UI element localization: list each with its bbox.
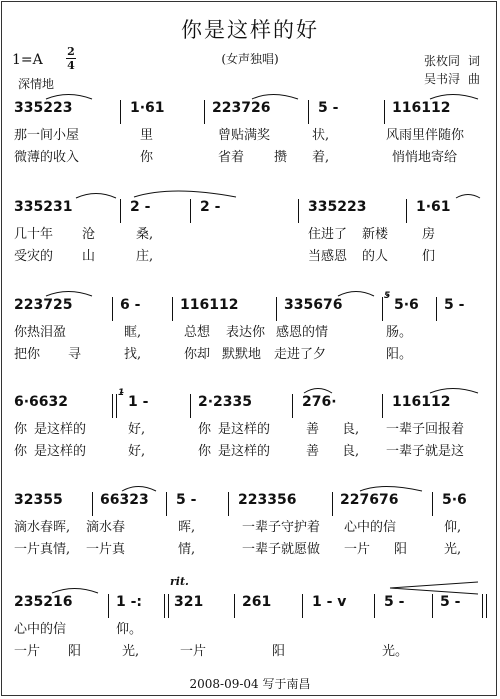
measure: 2 - bbox=[200, 199, 221, 215]
measure: 5 - bbox=[440, 594, 461, 610]
measure: 235216 bbox=[14, 594, 73, 610]
measure: 227676 bbox=[340, 492, 399, 508]
measure: 1 -: bbox=[116, 594, 143, 610]
measure: 116112 bbox=[392, 394, 451, 410]
measure: 5 - bbox=[318, 100, 339, 116]
lyricist-credit: 张枚同 词 bbox=[424, 54, 481, 68]
measure: 5 - bbox=[444, 297, 465, 313]
measure: 321 bbox=[174, 594, 204, 610]
measure: 116112 bbox=[392, 100, 451, 116]
segno-mark: 5̵ bbox=[384, 291, 391, 301]
measure: 261 bbox=[242, 594, 272, 610]
measure: 5 - bbox=[384, 594, 405, 610]
segno-mark: 1̵̵ bbox=[118, 388, 125, 398]
song-title: 你是这样的好 bbox=[181, 18, 319, 42]
measure: 6·6632 bbox=[14, 394, 69, 410]
measure: 66323 bbox=[100, 492, 149, 508]
measure: 2·2335 bbox=[198, 394, 253, 410]
measure: 335676 bbox=[284, 297, 343, 313]
song-subtitle: (女声独唱) bbox=[221, 52, 279, 66]
composer-credit: 吴书浔 曲 bbox=[424, 72, 481, 86]
measure: 223725 bbox=[14, 297, 73, 313]
measure: 1·61 bbox=[416, 199, 451, 215]
measure: 335223 bbox=[14, 100, 73, 116]
measure: 276· bbox=[302, 394, 337, 410]
measure: 335231 bbox=[14, 199, 73, 215]
measure: 335223 bbox=[308, 199, 367, 215]
measure: 223726 bbox=[212, 100, 271, 116]
date-footer: 2008-09-04 写于南昌 bbox=[189, 677, 311, 691]
measure: 223356 bbox=[238, 492, 297, 508]
measure: 5 - bbox=[176, 492, 197, 508]
measure: 1 - bbox=[128, 394, 149, 410]
measure: 6 - bbox=[120, 297, 141, 313]
measure: 32355 bbox=[14, 492, 63, 508]
key-signature: 1=A bbox=[12, 52, 43, 68]
time-numerator: 2 bbox=[67, 45, 75, 58]
measure: 5·6 bbox=[442, 492, 467, 508]
measure: 116112 bbox=[180, 297, 239, 313]
tempo-marking: 深情地 bbox=[18, 77, 55, 91]
measure: 1 - v bbox=[312, 594, 347, 610]
measure: 2 - bbox=[130, 199, 151, 215]
time-denominator: 4 bbox=[67, 59, 75, 72]
time-signature bbox=[66, 46, 76, 71]
measure: 5·6 bbox=[394, 297, 419, 313]
ritardando-mark: rit. bbox=[170, 575, 189, 588]
measure: 1·61 bbox=[130, 100, 165, 116]
